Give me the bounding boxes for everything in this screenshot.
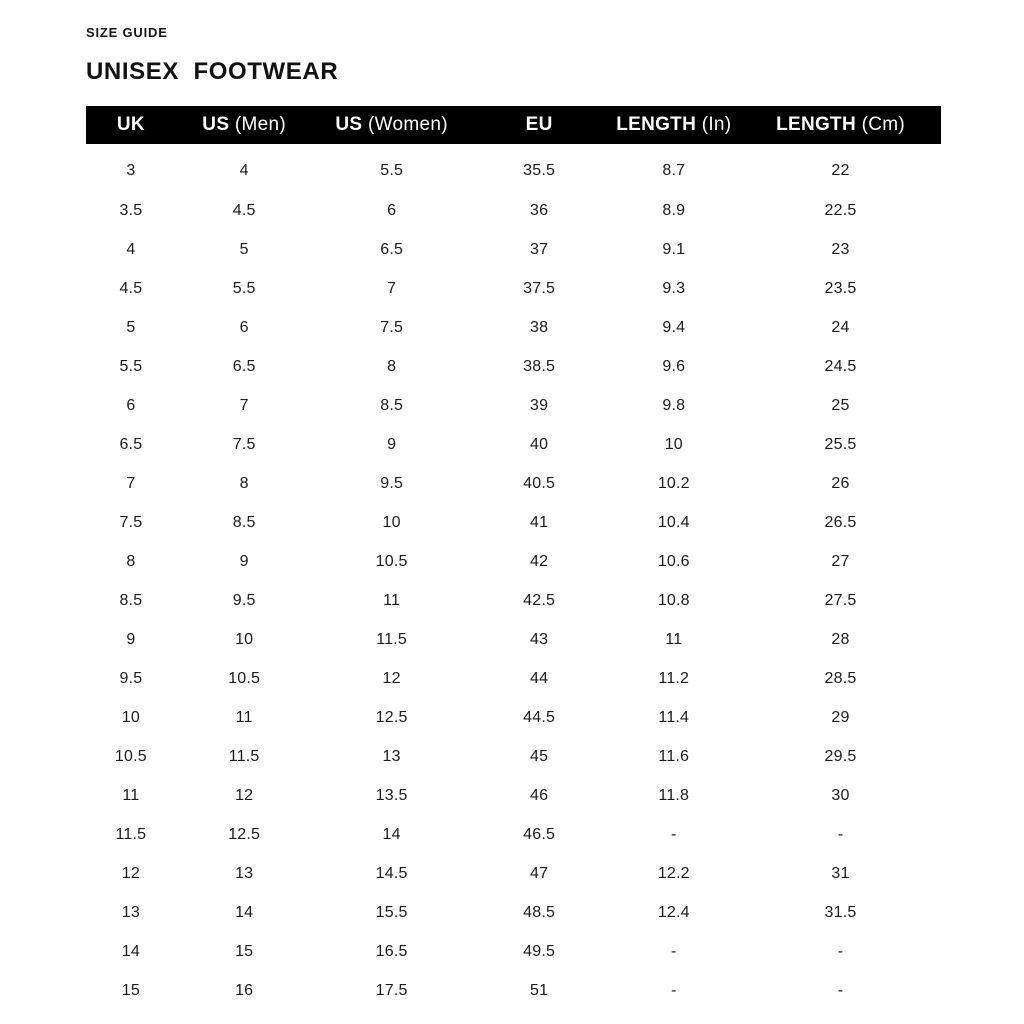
size-cell: 12.2 xyxy=(657,864,690,882)
column-header-uk xyxy=(86,106,176,144)
size-cell: 29 xyxy=(831,708,850,726)
size-cell: 24 xyxy=(831,318,850,336)
size-cell: 10 xyxy=(235,630,254,648)
size-cell: 11 xyxy=(235,708,253,726)
size-cell: 38.5 xyxy=(523,357,556,375)
size-cell: 51 xyxy=(530,981,549,999)
column-header-length-cm xyxy=(740,106,941,144)
size-cell: 30 xyxy=(831,786,850,804)
size-cell: 44.5 xyxy=(523,708,556,726)
size-chart-header-row xyxy=(86,106,941,144)
size-cell: 17.5 xyxy=(375,981,408,999)
size-cell: 12 xyxy=(382,669,401,687)
size-cell: 22 xyxy=(831,161,850,179)
size-cell: 36 xyxy=(530,201,549,219)
size-cell: 38 xyxy=(530,318,549,336)
size-cell: 27.5 xyxy=(824,591,857,609)
size-cell: 12.4 xyxy=(657,903,690,921)
size-cell: 11.2 xyxy=(658,669,690,687)
size-cell: 11.5 xyxy=(376,630,408,648)
size-cell: 8.7 xyxy=(662,161,686,179)
size-cell: 10.2 xyxy=(657,474,690,492)
size-cell: 40.5 xyxy=(523,474,556,492)
size-row xyxy=(86,932,941,971)
size-cell: 12 xyxy=(121,864,140,882)
size-cell: 31.5 xyxy=(824,903,857,921)
size-cell: 6 xyxy=(239,318,249,336)
column-header-length-in xyxy=(608,106,741,144)
column-header-bold-text: LENGTH xyxy=(616,114,697,135)
size-row xyxy=(86,620,941,659)
size-cell: 9 xyxy=(387,435,397,453)
size-cell: 10 xyxy=(382,513,401,531)
column-header-unit-text: (Men) xyxy=(234,114,287,135)
column-header-us-women xyxy=(313,106,471,144)
column-header-bold-text: US xyxy=(202,114,230,135)
size-cell: 15 xyxy=(235,942,254,960)
size-cell: 24.5 xyxy=(824,357,857,375)
size-cell: 9 xyxy=(126,630,136,648)
size-row xyxy=(86,542,941,581)
size-cell: - xyxy=(671,825,677,843)
size-cell: 45 xyxy=(530,747,549,765)
size-cell: 25.5 xyxy=(824,435,857,453)
size-row xyxy=(86,386,941,425)
size-cell: 10 xyxy=(664,435,683,453)
size-cell: 42.5 xyxy=(523,591,556,609)
size-cell: 7 xyxy=(387,279,397,297)
size-cell: 9.3 xyxy=(662,279,686,297)
size-cell: 23.5 xyxy=(824,279,857,297)
size-cell: 25 xyxy=(831,396,850,414)
size-guide-label: SIZE GUIDE xyxy=(86,25,168,40)
size-cell: 16 xyxy=(235,981,254,999)
size-cell: 49.5 xyxy=(523,942,556,960)
size-cell: 11.5 xyxy=(228,747,260,765)
column-header-unit-text: (In) xyxy=(701,114,732,135)
size-cell: - xyxy=(837,981,844,999)
header-row xyxy=(86,106,941,144)
size-cell: 15.5 xyxy=(375,903,408,921)
size-row xyxy=(86,776,941,815)
size-cell: 7.5 xyxy=(380,318,404,336)
size-cell: 11.8 xyxy=(658,786,690,804)
size-cell: 11.5 xyxy=(115,825,147,843)
size-cell: 46.5 xyxy=(523,825,556,843)
size-cell: 7 xyxy=(239,396,249,414)
size-cell: 10 xyxy=(121,708,140,726)
size-cell: 5 xyxy=(239,240,249,258)
page-title: UNISEX FOOTWEAR xyxy=(86,58,339,85)
size-cell: 8.9 xyxy=(662,201,686,219)
column-header-bold-text: US xyxy=(335,114,363,135)
size-cell: 7 xyxy=(126,474,136,492)
size-row xyxy=(86,815,941,854)
size-row xyxy=(86,893,941,932)
size-row xyxy=(86,464,941,503)
size-row xyxy=(86,308,941,347)
size-cell: 11 xyxy=(383,591,401,609)
size-cell: 12.5 xyxy=(375,708,408,726)
size-cell: 9.6 xyxy=(662,357,686,375)
size-cell: 8.5 xyxy=(232,513,256,531)
size-row xyxy=(86,503,941,542)
size-cell: 13 xyxy=(121,903,140,921)
size-cell: 14.5 xyxy=(375,864,408,882)
size-cell: 44 xyxy=(530,669,549,687)
size-cell: 9.5 xyxy=(232,591,256,609)
size-cell: 9.4 xyxy=(662,318,686,336)
size-cell: 7.5 xyxy=(119,513,143,531)
size-cell: 11 xyxy=(665,630,683,648)
size-cell: 41 xyxy=(530,513,549,531)
size-cell: 11.4 xyxy=(658,708,690,726)
size-cell: 26.5 xyxy=(824,513,857,531)
size-cell: 3 xyxy=(126,161,136,179)
size-cell: 6.5 xyxy=(380,240,404,258)
size-cell: 23 xyxy=(831,240,850,258)
column-header-bold-text: LENGTH xyxy=(776,114,856,135)
size-cell: - xyxy=(671,942,677,960)
size-cell: 48.5 xyxy=(523,903,556,921)
size-cell: 31 xyxy=(831,864,850,882)
size-cell: 6 xyxy=(387,201,397,219)
size-cell: 6.5 xyxy=(232,357,256,375)
size-row xyxy=(86,581,941,620)
size-cell: 28 xyxy=(831,630,850,648)
size-cell: 9 xyxy=(239,552,249,570)
size-cell: 47 xyxy=(530,864,549,882)
size-cell: 22.5 xyxy=(824,201,857,219)
size-cell: 5.5 xyxy=(380,161,404,179)
size-cell: 13 xyxy=(235,864,254,882)
size-cell: 28.5 xyxy=(824,669,857,687)
size-row xyxy=(86,347,941,386)
size-cell: 8 xyxy=(126,552,136,570)
size-row xyxy=(86,191,941,230)
size-cell: - xyxy=(837,825,844,843)
size-cell: 9.1 xyxy=(662,240,686,258)
size-cell: - xyxy=(837,942,844,960)
size-cell: 39 xyxy=(530,396,549,414)
size-cell: 12 xyxy=(235,786,254,804)
size-cell: 29.5 xyxy=(824,747,857,765)
size-cell: 7.5 xyxy=(232,435,256,453)
size-cell: 35.5 xyxy=(523,161,556,179)
size-cell: 6 xyxy=(126,396,136,414)
size-cell: 27 xyxy=(831,552,850,570)
size-cell: 4 xyxy=(239,161,249,179)
size-cell: 11 xyxy=(122,786,140,804)
size-cell: 13.5 xyxy=(375,786,408,804)
size-cell: 26 xyxy=(831,474,850,492)
size-cell: 15 xyxy=(121,981,140,999)
size-cell: 46 xyxy=(530,786,549,804)
size-cell: 5.5 xyxy=(119,357,143,375)
size-cell: 10.5 xyxy=(375,552,408,570)
size-cell: 6.5 xyxy=(119,435,143,453)
size-cell: - xyxy=(671,981,677,999)
size-cell: 14 xyxy=(235,903,254,921)
size-row xyxy=(86,230,941,269)
size-cell: 4.5 xyxy=(119,279,143,297)
column-header-bold-text: EU xyxy=(525,114,553,135)
size-cell: 37.5 xyxy=(523,279,556,297)
size-cell: 9.5 xyxy=(380,474,404,492)
size-chart-body xyxy=(86,144,941,1010)
size-cell: 14 xyxy=(382,825,401,843)
size-cell: 11.6 xyxy=(658,747,690,765)
size-cell: 9.8 xyxy=(662,396,686,414)
size-cell: 42 xyxy=(530,552,549,570)
size-row xyxy=(86,269,941,308)
size-row xyxy=(86,737,941,776)
column-header-us-men xyxy=(176,106,313,144)
size-cell: 37 xyxy=(530,240,549,258)
size-row xyxy=(86,659,941,698)
size-cell: 10.5 xyxy=(114,747,147,765)
size-cell: 10.5 xyxy=(228,669,261,687)
size-row xyxy=(86,144,941,191)
size-row xyxy=(86,971,941,1010)
size-cell: 43 xyxy=(530,630,549,648)
size-chart-table xyxy=(86,106,941,1010)
size-row xyxy=(86,698,941,737)
size-cell: 13 xyxy=(382,747,401,765)
size-cell: 8 xyxy=(387,357,397,375)
size-cell: 16.5 xyxy=(375,942,408,960)
size-cell: 5 xyxy=(126,318,136,336)
size-cell: 10.8 xyxy=(657,591,690,609)
column-header-unit-text: (Cm) xyxy=(861,114,905,135)
size-row xyxy=(86,854,941,893)
column-header-eu xyxy=(471,106,608,144)
size-row xyxy=(86,425,941,464)
size-cell: 8.5 xyxy=(380,396,404,414)
size-cell: 8 xyxy=(239,474,249,492)
size-cell: 10.4 xyxy=(657,513,690,531)
size-cell: 4.5 xyxy=(232,201,256,219)
size-cell: 14 xyxy=(121,942,140,960)
size-cell: 4 xyxy=(126,240,136,258)
column-header-bold-text: UK xyxy=(116,114,145,135)
size-cell: 8.5 xyxy=(119,591,143,609)
size-cell: 5.5 xyxy=(232,279,256,297)
column-header-unit-text: (Women) xyxy=(368,114,448,135)
size-cell: 40 xyxy=(530,435,549,453)
size-cell: 12.5 xyxy=(228,825,261,843)
size-cell: 3.5 xyxy=(119,201,143,219)
size-cell: 9.5 xyxy=(119,669,143,687)
size-cell: 10.6 xyxy=(657,552,690,570)
